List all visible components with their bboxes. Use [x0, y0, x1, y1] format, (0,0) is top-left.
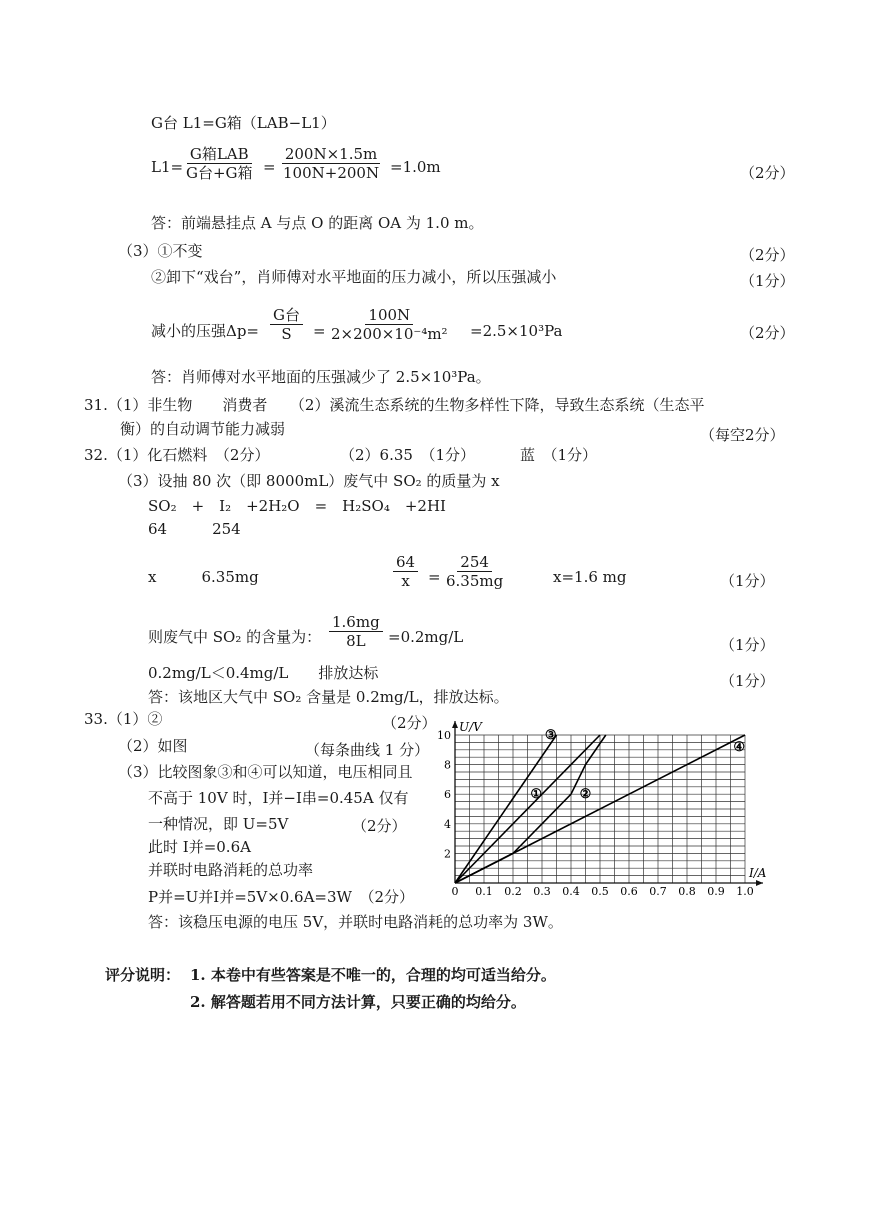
score-points: （1分） — [720, 572, 775, 590]
y-tick-label: 4 — [444, 817, 451, 831]
series-label: ① — [530, 787, 543, 803]
score-points: （2分） — [352, 817, 407, 835]
content-lhs: 则废气中 SO₂ 的含量为： — [148, 628, 322, 646]
q30-part3: （3）①不变 — [118, 242, 203, 260]
fraction-ratio-right — [443, 553, 506, 590]
fraction-ratio-left — [393, 553, 418, 590]
q33-part3-line2: 不高于 10V 时，I并−I串=0.45A 仅有 — [148, 789, 409, 807]
unknown-masses: x 6.35mg — [148, 568, 259, 586]
fraction-numerator: G箱LAB — [187, 145, 252, 164]
equals-sign: = — [428, 568, 441, 586]
y-tick-label: 6 — [444, 788, 451, 802]
y-tick-label: 2 — [444, 847, 451, 861]
q33-part3-line1: （3）比较图象③和④可以知道，电压相同且 — [118, 763, 413, 781]
fraction-denominator: S — [281, 325, 292, 343]
x-tick-label: 0.6 — [620, 885, 638, 895]
molar-masses: 64 254 — [148, 520, 241, 538]
equation-balance: G台 L1=G箱（LAB−L1） — [151, 114, 336, 132]
q33-part1: 33.（1）② — [84, 710, 163, 728]
fraction-numerator: 64 — [393, 553, 418, 572]
q31-line2: 衡）的自动调节能力减弱 — [120, 420, 286, 438]
x-axis-arrow — [756, 880, 763, 886]
equals-sign: = — [313, 322, 326, 340]
x-tick-label: 0.8 — [678, 885, 696, 895]
result-mass: x=1.6 mg — [553, 568, 627, 586]
y-tick-label: 10 — [437, 729, 451, 742]
x-axis-label: I/A — [749, 866, 767, 880]
fraction-numerator: 200N×1.5m — [282, 145, 380, 164]
score-points: （2分） — [740, 246, 795, 264]
q33-part3-line3: 一种情况，即 U=5V — [148, 815, 289, 833]
fraction-denominator: x — [401, 572, 410, 590]
x-tick-label: 0.3 — [533, 885, 551, 895]
y-axis-arrow — [452, 721, 458, 728]
fraction-numerator: 100N — [365, 306, 413, 325]
grading-notes-title: 评分说明： — [105, 966, 181, 984]
content-rhs: =0.2mg/L — [388, 628, 464, 646]
equation-l1-result: =1.0m — [390, 158, 441, 176]
iu-graph — [430, 715, 770, 895]
q30-part3-reason: ②卸下“戏台”，肖师傅对水平地面的压力减小，所以压强减小 — [151, 268, 557, 286]
compare-statement: 0.2mg/L＜0.4mg/L 排放达标 — [148, 664, 379, 682]
x-tick-label: 1.0 — [736, 885, 754, 895]
q32-part1: 32.（1）化石燃料 （2分） — [84, 446, 270, 464]
x-tick-label: 0.7 — [649, 885, 667, 895]
q32-part3: （3）设抽 80 次（即 8000mL）废气中 SO₂ 的质量为 x — [118, 472, 500, 490]
x-tick-label: 0 — [451, 885, 459, 895]
fraction-denominator: 100N+200N — [283, 164, 380, 182]
fraction-content — [329, 613, 383, 650]
series-label: ③ — [544, 728, 557, 743]
answer-statement: 答：该地区大气中 SO₂ 含量是 0.2mg/L，排放达标。 — [148, 688, 509, 706]
answer-statement: 答：该稳压电源的电压 5V，并联时电路消耗的总功率为 3W。 — [148, 913, 563, 931]
q31-line1: 31.（1）非生物 消费者 （2）溪流生态系统的生物多样性下降，导致生态系统（生态平 — [84, 396, 705, 414]
fraction-pressure-numeric — [328, 306, 451, 343]
score-points: （2分） — [382, 714, 437, 732]
q33-part3-line6: P并=U并I并=5V×0.6A=3W （2分） — [148, 888, 415, 906]
series-label: ② — [579, 787, 592, 803]
fraction-pressure-symbolic — [270, 306, 303, 343]
q33-part3-line5: 并联时电路消耗的总功率 — [148, 861, 314, 879]
pressure-result: =2.5×10³Pa — [470, 322, 563, 340]
q33-part3-line4: 此时 I并=0.6A — [148, 838, 251, 856]
fraction-denominator: 2×200×10⁻⁴m² — [331, 325, 448, 343]
x-tick-label: 0.9 — [707, 885, 725, 895]
fraction-l1-numeric — [280, 145, 382, 182]
score-points: （2分） — [740, 324, 795, 342]
fraction-numerator: 1.6mg — [329, 613, 383, 632]
grading-note-2: 2. 解答题若用不同方法计算，只要正确的均给分。 — [190, 993, 526, 1011]
x-tick-label: 0.4 — [562, 885, 580, 895]
fraction-l1-symbolic — [183, 145, 256, 182]
q32-part2: （2）6.35 （1分） — [340, 446, 475, 464]
score-points: （1分） — [720, 636, 775, 654]
equals-sign: = — [263, 158, 276, 176]
fraction-numerator: G台 — [270, 306, 303, 325]
pressure-lhs: 减小的压强Δp= — [151, 322, 260, 340]
fraction-denominator: 8L — [346, 632, 366, 650]
fraction-denominator: G台+G箱 — [186, 164, 253, 182]
answer-statement: 答：前端悬挂点 A 与点 O 的距离 OA 为 1.0 m。 — [151, 214, 484, 232]
fraction-numerator: 254 — [457, 553, 492, 572]
grading-note-1: 1. 本卷中有些答案是不唯一的，合理的均可适当给分。 — [190, 966, 556, 984]
x-tick-label: 0.1 — [475, 885, 493, 895]
series-label: ④ — [733, 739, 746, 755]
x-tick-label: 0.2 — [504, 885, 522, 895]
x-tick-label: 0.5 — [591, 885, 609, 895]
fraction-denominator: 6.35mg — [446, 572, 504, 590]
score-points: （1分） — [720, 672, 775, 690]
equation-l1-lhs: L1= — [151, 158, 184, 176]
y-tick-label: 8 — [444, 758, 451, 772]
answer-statement: 答：肖师傅对水平地面的压强减少了 2.5×10³Pa。 — [151, 368, 491, 386]
y-axis-label: U/V — [459, 720, 482, 734]
score-points: （2分） — [740, 164, 795, 182]
q32-part2-color: 蓝 （1分） — [520, 446, 598, 464]
score-points: （1分） — [740, 272, 795, 290]
score-points: （每条曲线 1 分） — [305, 741, 430, 759]
q33-part2: （2）如图 — [118, 737, 188, 755]
chemical-equation: SO₂ + I₂ +2H₂O = H₂SO₄ +2HI — [148, 497, 446, 515]
score-points: （每空2分） — [700, 426, 785, 444]
